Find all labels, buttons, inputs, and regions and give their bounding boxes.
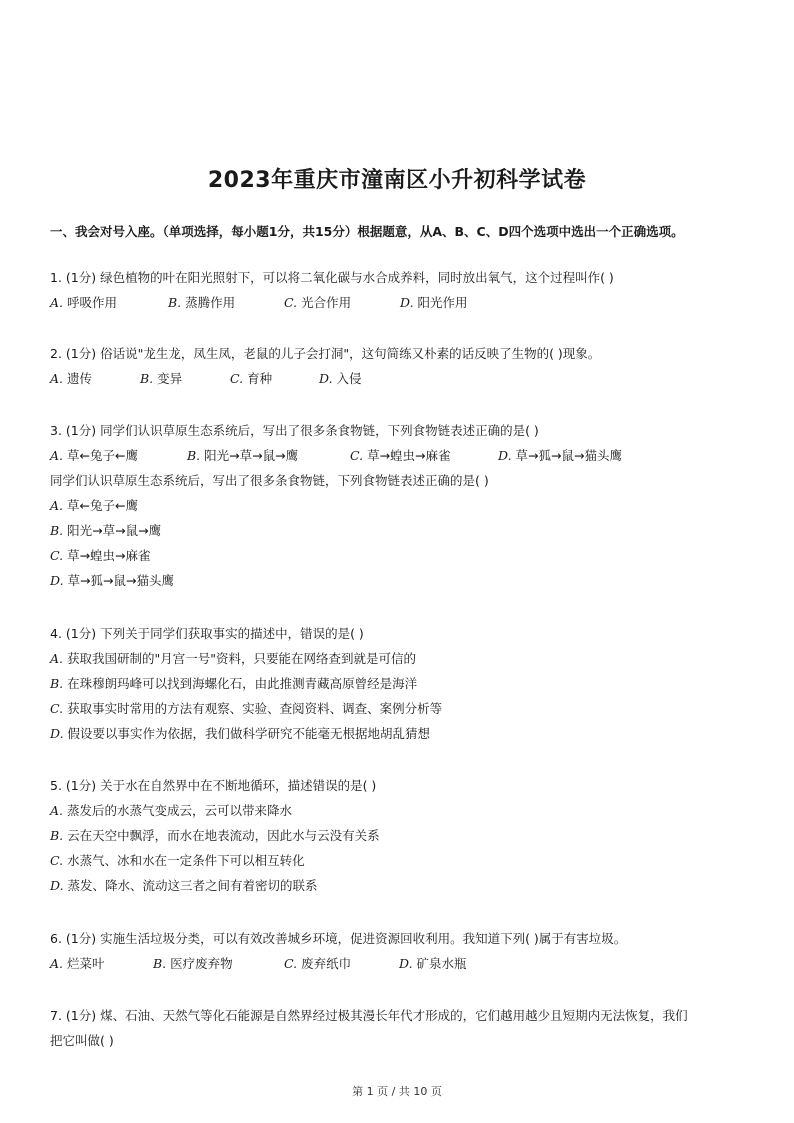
question-2-stem: 2. (1分) 俗话说"龙生龙，凤生凤，老鼠的儿子会打洞"，这句简练又朴素的话反映了生物的( )现象。	[50, 346, 601, 361]
question-3-stem-repeat: 同学们认识草原生态系统后，写出了很多条食物链，下列食物链表述正确的是( )	[50, 473, 489, 488]
question-7-stem: 7. (1分) 煤、石油、天然气等化石能源是自然界经过极其漫长年代才形成的，它们越用越少且短期内无法恢复，我们	[50, 1008, 688, 1023]
option-c[interactable]: C. 草→蝗虫→麻雀	[350, 448, 451, 463]
option-d[interactable]: D. 蒸发、降水、流动这三者之间有着密切的联系	[50, 878, 318, 893]
option-a[interactable]: A. 草←兔子←鹰	[50, 448, 138, 463]
option-c[interactable]: C. 草→蝗虫→麻雀	[50, 548, 151, 563]
option-b[interactable]: B. 阳光→草→鼠→鹰	[50, 523, 162, 538]
question-7-stem-continued: 把它叫做( )	[50, 1033, 114, 1048]
option-c[interactable]: C. 育种	[230, 371, 273, 386]
option-d[interactable]: D. 假设要以事实作为依据，我们做科学研究不能毫无根据地胡乱猜想	[50, 726, 431, 741]
page-footer: 第 1 页 / 共 10 页	[352, 1085, 442, 1098]
option-b[interactable]: B. 变异	[140, 371, 183, 386]
option-b[interactable]: B. 在珠穆朗玛峰可以找到海螺化石，由此推测青藏高原曾经是海洋	[50, 676, 418, 691]
question-5-stem: 5. (1分) 关于水在自然界中在不断地循环，描述错误的是( )	[50, 778, 377, 793]
option-c[interactable]: C. 废弃纸巾	[284, 956, 352, 971]
option-c[interactable]: C. 水蒸气、冰和水在一定条件下可以相互转化	[50, 853, 305, 868]
section-heading: 一、我会对号入座。（单项选择，每小题1分，共15分）根据题意，从A、B、C、D四个选项中选出一个正确选项。	[50, 224, 684, 239]
option-b[interactable]: B. 蒸腾作用	[168, 295, 236, 310]
question-2-options	[50, 371, 362, 387]
question-6-stem: 6. (1分) 实施生活垃圾分类，可以有效改善城乡环境，促进资源回收利用。我知道下列( )属于有害垃圾。	[50, 931, 627, 946]
option-d[interactable]: D. 草→狐→鼠→猫头鹰	[50, 573, 174, 588]
option-b[interactable]: B. 医疗废弃物	[153, 956, 233, 971]
option-d[interactable]: D. 草→狐→鼠→猫头鹰	[498, 448, 622, 463]
question-3-stem: 3. (1分) 同学们认识草原生态系统后，写出了很多条食物链，下列食物链表述正确的是( )	[50, 423, 539, 438]
option-a[interactable]: A. 呼吸作用	[50, 295, 118, 310]
option-b[interactable]: B. 云在天空中飘浮，而水在地表流动，因此水与云没有关系	[50, 828, 380, 843]
question-6-options	[50, 956, 467, 972]
option-a[interactable]: A. 草←兔子←鹰	[50, 498, 138, 513]
option-d[interactable]: D. 阳光作用	[400, 295, 468, 310]
option-d[interactable]: D. 入侵	[319, 371, 362, 386]
option-c[interactable]: C. 获取事实时常用的方法有观察、实验、查阅资料、调查、案例分析等	[50, 701, 443, 716]
question-4-stem: 4. (1分) 下列关于同学们获取事实的描述中，错误的是( )	[50, 626, 364, 641]
question-3-options	[50, 448, 622, 464]
option-a[interactable]: A. 烂菜叶	[50, 956, 105, 971]
option-c[interactable]: C. 光合作用	[284, 295, 352, 310]
question-1-options	[50, 295, 468, 311]
option-a[interactable]: A. 获取我国研制的"月宫一号"资料，只要能在网络查到就是可信的	[50, 651, 417, 666]
page-title: 2023年重庆市潼南区小升初科学试卷	[207, 168, 587, 193]
option-a[interactable]: A. 蒸发后的水蒸气变成云，云可以带来降水	[50, 803, 293, 818]
option-a[interactable]: A. 遗传	[50, 371, 93, 386]
option-d[interactable]: D. 矿泉水瓶	[399, 956, 467, 971]
question-1-stem: 1. (1分) 绿色植物的叶在阳光照射下，可以将二氧化碳与水合成养料，同时放出氧气，这个过程叫作( )	[50, 270, 614, 285]
option-b[interactable]: B. 阳光→草→鼠→鹰	[187, 448, 299, 463]
